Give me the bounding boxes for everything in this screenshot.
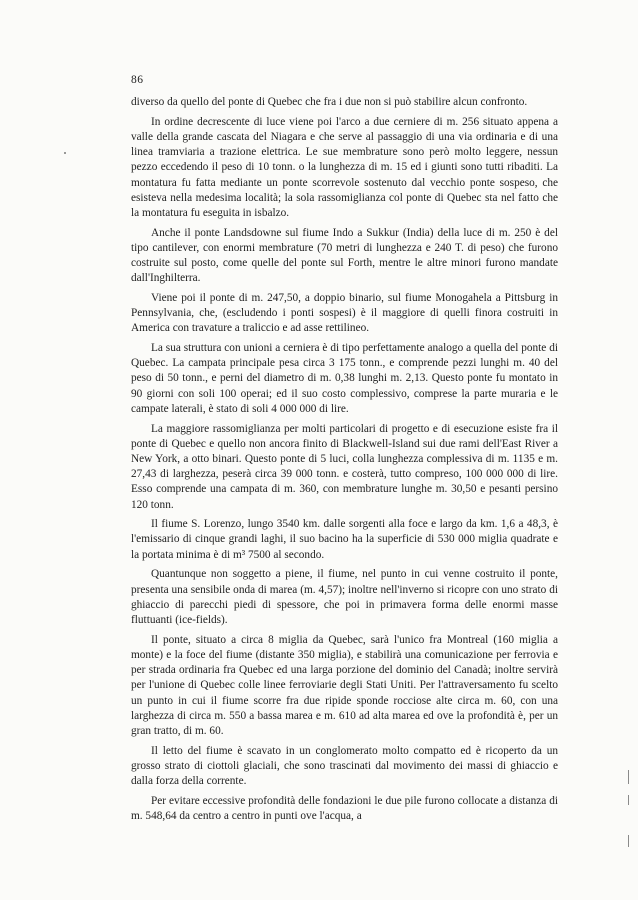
scan-speck: [64, 152, 66, 154]
paragraph-11: Per evitare eccessive profondità delle fondazioni le due pile furono collocate a distanza di m. 548,64 da centro a centro in punti ove l'acqua, a: [131, 794, 558, 822]
paragraph-1: diverso da quello del ponte di Quebec che fra i due non si può stabilire alcun confronto.: [131, 96, 528, 108]
paragraph-10: Il letto del fiume è scavato in un conglomerato molto compatto ed è ricoperto da un grosso strato di ciottoli glaciali, che sono trascinati dal movimento dei massi di ghiaccio e dalla forza della corrente.: [131, 744, 558, 788]
body-text: [131, 95, 558, 829]
paragraph-9: Il ponte, situato a circa 8 miglia da Quebec, sarà l'unico fra Montreal (160 miglia a monte) e la foce del fiume (distante 350 miglia), e stabilirà una comunicazione per ferrovia e per strada ordinaria fra Quebec ed una larga porzione del dominio del Canadà; inoltre servirà per l'unione di Quebec colle linee ferroviarie degli Stati Uniti. Per l'attraversamento fu scelto un punto in cui il fiume scorre fra due ripide sponde rocciose alte circa m. 60, con una larghezza di circa m. 550 a bassa marea e m. 610 ad alta marea ed ove la profondità è, per un gran tratto, di m. 60.: [131, 633, 558, 737]
paragraph-4: Viene poi il ponte di m. 247,50, a doppio binario, sul fiume Monogahela a Pittsburg in Pennsylvania, che, (escludendo i ponti sospesi) è il maggiore di quelli finora costruiti in America con travature a traliccio e ad asse rettilineo.: [131, 291, 558, 335]
scan-edge-mark: [628, 770, 629, 784]
scan-edge-mark: [628, 835, 629, 847]
paragraph-7: Il fiume S. Lorenzo, lungo 3540 km. dalle sorgenti alla foce e largo da km. 1,6 a 48,3, è l'emissario di cinque grandi laghi, il suo bacino ha la superficie di 530 000 miglia quadrate e la portata minima è di m³ 7500 al secondo.: [131, 518, 558, 561]
paragraph-3: Anche il ponte Landsdowne sul fiume Indo a Sukkur (India) della luce di m. 250 è del tipo cantilever, con enormi membrature (70 metri di lunghezza e 240 T. di peso) che furono costruite sul posto, come quelle del ponte sul Forth, mentre le altre minori furono mandate dall'Inghilterra.: [131, 226, 558, 285]
scan-edge-mark: [628, 795, 629, 805]
paragraph-8: Quantunque non soggetto a piene, il fiume, nel punto in cui venne costruito il ponte, presenta una sensibile onda di marea (m. 4,57); inoltre nell'inverno si ricopre con uno strato di ghiaccio di parecchi piedi di spessore, che poi in primavera forma delle enormi masse fluttuanti (ice-fields).: [131, 568, 558, 626]
paragraph-2: In ordine decrescente di luce viene poi l'arco a due cerniere di m. 256 situato appena a valle della grande cascata del Niagara e che serve al passaggio di una via ordinaria e di una linea tramviaria a trazione elettrica. Le sue membrature sono però molto leggere, nessun pezzo eccedendo il peso di 10 tonn. o la lunghezza di m. 15 ed i giunti sono tutti ribaditi. La montatura fu fatta mediante un ponte scorrevole sostenuto dal vecchio ponte sospeso, che esisteva nella medesima località; la sola rassomiglianza col ponte di Quebec sta nel fatto che la montatura fu eseguita in isbalzo.: [131, 115, 558, 219]
paragraph-5: La sua struttura con unioni a cerniera è di tipo perfettamente analogo a quella del ponte di Quebec. La campata principale pesa circa 3 175 tonn., e comprende pezzi lunghi m. 40 del peso di 50 tonn., e perni del diametro di m. 0,38 lunghi m. 2,13. Questo ponte fu montato in 90 giorni con soli 100 operai; ed il suo costo complessivo, comprese la parte muraria e le campate laterali, è stato di soli 4 000 000 di lire.: [131, 342, 558, 415]
paragraph-6: La maggiore rassomiglianza per molti particolari di progetto e di esecuzione esiste fra il ponte di Quebec e quello non ancora finito di Blackwell-Island sui due rami dell'East River a New York, a otto binari. Questo ponte di 5 luci, colla lunghezza complessiva di m. 1135 e m. 27,43 di larghezza, peserà circa 39 000 tonn. e costerà, tutto compreso, 100 000 000 di lire. Esso comprende una campata di m. 360, con membrature lunghe m. 30,50 e pesanti persino 120 tonn.: [131, 422, 558, 511]
page-number: 86: [131, 74, 144, 86]
